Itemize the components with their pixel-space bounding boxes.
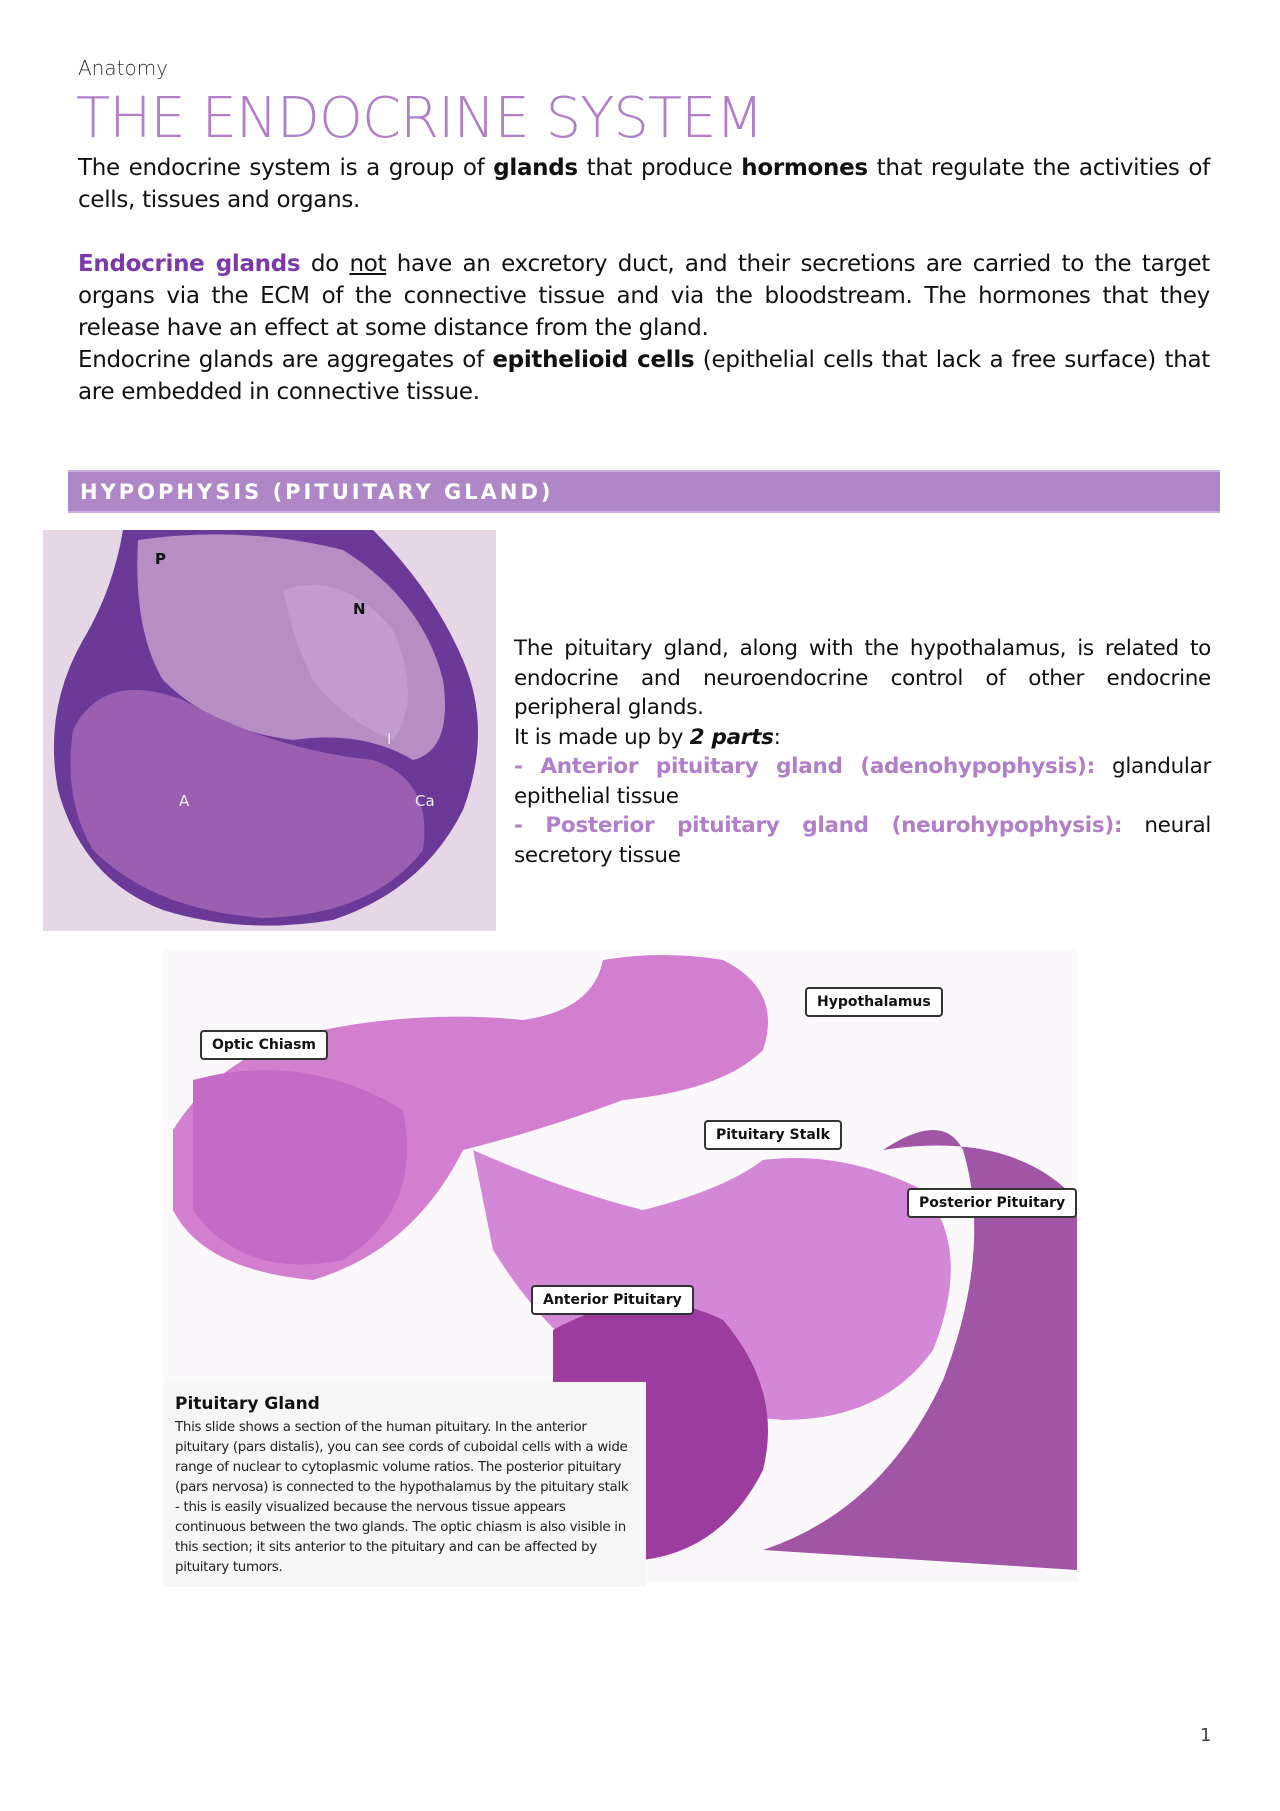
page-title: THE ENDOCRINE SYSTEM [76, 86, 763, 151]
label-optic-chiasm: Optic Chiasm [200, 1030, 328, 1060]
text: (epithelial cells that lack a free surface) that are embedded in connective tissue. [78, 347, 1210, 405]
text: It is made up by [514, 724, 690, 750]
bold-term: glands [493, 155, 578, 181]
text: that regulate the activities of cells, tissues and organs. [78, 155, 1210, 213]
text: The endocrine system is a group of [78, 155, 494, 181]
bold-term: epithelioid cells [492, 347, 695, 373]
bold-term: hormones [741, 155, 868, 181]
text: The pituitary gland, along with the hypothalamus, is related to endocrine and neuroendocrine control of other endocrine peripheral glands. [514, 636, 1211, 720]
list-item-term: - Anterior pituitary gland (adenohypophysis): [514, 754, 1095, 779]
list-item-desc: glandular epithelial tissue [514, 754, 1211, 809]
caption-body: This slide shows a section of the human pituitary. In the anterior pituitary (pars distalis), you can see cords of cuboidal cells with a wide range of nuclear to cytoplasmic volume ratios. The posterior pituitary (pars nervosa) is connected to the hypothalamus by the pituitary stalk - this is easily visualized because the nervous tissue appears continuous between the two glands. The optic chiasm is also visible in this section; it sits anterior to the pituitary and can be affected by pituitary tumors. [175, 1420, 629, 1575]
subject-label: Anatomy [78, 56, 169, 80]
list-item-term: - Posterior pituitary gland (neurohypophysis): [514, 813, 1123, 838]
glands-paragraph [78, 248, 1210, 408]
label-anterior-pituitary: Anterior Pituitary [531, 1285, 694, 1315]
label-n: N [353, 600, 366, 618]
text: Endocrine glands are aggregates of [78, 347, 493, 373]
slide-caption [163, 1382, 646, 1587]
label-ca: Ca [415, 792, 435, 810]
page-number: 1 [1200, 1725, 1212, 1746]
label-pituitary-stalk: Pituitary Stalk [704, 1120, 842, 1150]
text: : [773, 724, 781, 750]
bold-term: 2 parts [689, 724, 774, 750]
text: do [300, 251, 350, 277]
pituitary-histology-image [43, 530, 496, 931]
label-i: I [387, 730, 392, 748]
text: that produce [577, 155, 742, 181]
section-title: HYPOPHYSIS (PITUITARY GLAND) [80, 480, 554, 504]
underlined-word: not [349, 251, 387, 277]
label-hypothalamus: Hypothalamus [805, 987, 943, 1017]
highlight-term: Endocrine glands [78, 251, 301, 277]
section-header [68, 470, 1220, 513]
pituitary-description [514, 634, 1211, 870]
list-item-desc: neural secretory tissue [514, 813, 1212, 868]
intro-paragraph [78, 152, 1210, 216]
label-posterior-pituitary: Posterior Pituitary [907, 1188, 1077, 1218]
text: have an excretory duct, and their secretions are carried to the target organs via the ECM of the connective tissue and via the bloodstream. The hormones that they release have an effect at some distance from the gland. [78, 251, 1211, 341]
label-a: A [179, 792, 190, 810]
label-p: P [155, 550, 166, 568]
caption-title: Pituitary Gland [175, 1394, 320, 1414]
